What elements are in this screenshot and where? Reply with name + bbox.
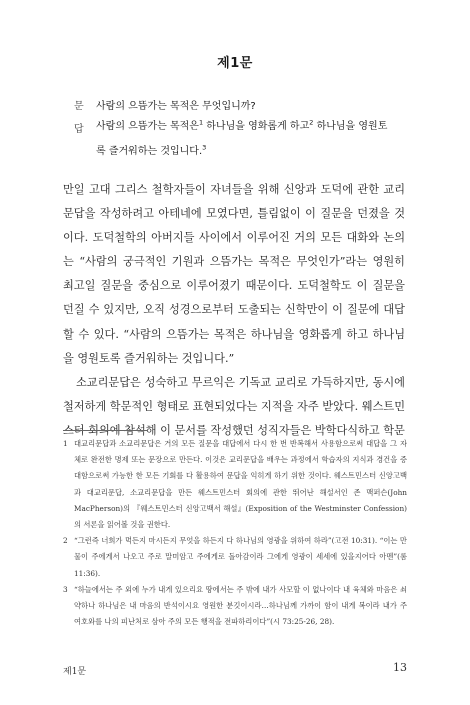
footnote-ref-2: 2 — [309, 118, 314, 127]
footnote-text: 대교리문답과 소교리문답은 거의 모든 질문을 대답에서 다시 한 번 반복해서 사용함으로써 대답을 그 자체로 완전한 명제 또는 문장으로 만든다. 이것은 교리문답을 배우는 과정에서 학습자의 지식과 경건을 증대함으로써 가능한 한 모든 기회를 다 활용하여 문답을 익히게 하기 위한 것이다. 웨스트민스터 신앙고백과 대교리문답, 소교리문답을 만든 웨스트민스터 회의에 관한 뛰어난 해설서인 존 맥퍼슨(John MacPherson)의 『웨스트민스터 신앙고백서 해설』(Exposition of the Westminster Confession)의 서론을 읽어볼 것을 권한다. — [74, 439, 407, 530]
page-number: 13 — [393, 661, 407, 674]
footnote-item — [63, 436, 407, 533]
footnote-ref-1: 1 — [198, 118, 204, 127]
footnote-number: 3 — [63, 584, 68, 594]
question-marker: 문 — [74, 101, 84, 112]
footnote-number: 1 — [63, 439, 68, 448]
footnote-text: “그런즉 너희가 먹든지 마시든지 무엇을 하든지 다 하나님의 영광을 위하여 하라”(고전 10:31). “이는 만물이 주에게서 나오고 주로 말미암고 주에게로 돌아감이라 그에게 영광이 세세에 있을지어다 아멘”(롬 11:36). — [74, 536, 407, 578]
footnote-ref-3: 3 — [202, 143, 207, 152]
answer-block — [74, 118, 396, 164]
footnote-item — [63, 533, 407, 582]
question-block — [74, 97, 396, 112]
body-text — [63, 178, 405, 443]
answer-part-1: 사람의 으뜸가는 목적은 — [96, 121, 199, 132]
answer-part-2: 하나님을 영화롭게 하고 — [203, 121, 310, 132]
running-footer: 제1문 — [63, 667, 87, 677]
question-text: 사람의 으뜸가는 목적은 무엇입니까? — [96, 101, 256, 112]
page-title: 제1문 — [217, 56, 253, 71]
answer-text — [96, 114, 396, 164]
footnote-item — [63, 582, 407, 631]
footnote-number: 2 — [63, 536, 68, 546]
footnote-divider — [63, 430, 148, 431]
answer-marker: 답 — [74, 124, 84, 135]
answer-part-3: 하나님을 영원토록 즐거워하는 것입니다. — [96, 121, 388, 157]
footnotes — [63, 436, 407, 630]
body-paragraph-2: 소교리문답은 성숙하고 무르익은 기독교 교리로 가득하지만, 동시에 철저하게 학문적인 형태로 표현되었다는 지적을 자주 받았다. 웨스트민스터 회의에 참석해 이 문서를 작성했던 성직자들은 박학다식하고 학문 — [63, 375, 405, 437]
body-paragraph-1: 만일 고대 그리스 철학자들이 자녀들을 위해 신앙과 도덕에 관한 교리문답을 작성하려고 아테네에 모였다면, 틀림없이 이 질문을 던졌을 것이다. 도덕철학의 아버지들 사이에서 이루어진 거의 모든 대화와 논의는 “사람의 궁극적인 기원과 으뜸가는 목적은 무엇인가”라는 영원히 최고일 질문을 중심으로 이루어졌기 때문이다. 도덕철학도 이 질문을 던질 수 있지만, 오직 성경으로부터 도출되는 신학만이 이 질문에 대답할 수 있다. “사람의 으뜸가는 목적은 하나님을 영화롭게 하고 하나님을 영원토록 즐거워하는 것입니다.” — [63, 183, 405, 365]
footnote-text: “하늘에서는 주 외에 누가 내게 있으리요 땅에서는 주 밖에 내가 사모할 이 없나이다 내 육체와 마음은 쇠약하나 하나님은 내 마음의 반석이시요 영원한 분깃이시라…하나님께 가까이 함이 내게 복이라 내가 주 여호와를 나의 피난처로 삼아 주의 모든 행적을 전파하리이다”(시 73:25-26, 28). — [74, 584, 407, 627]
